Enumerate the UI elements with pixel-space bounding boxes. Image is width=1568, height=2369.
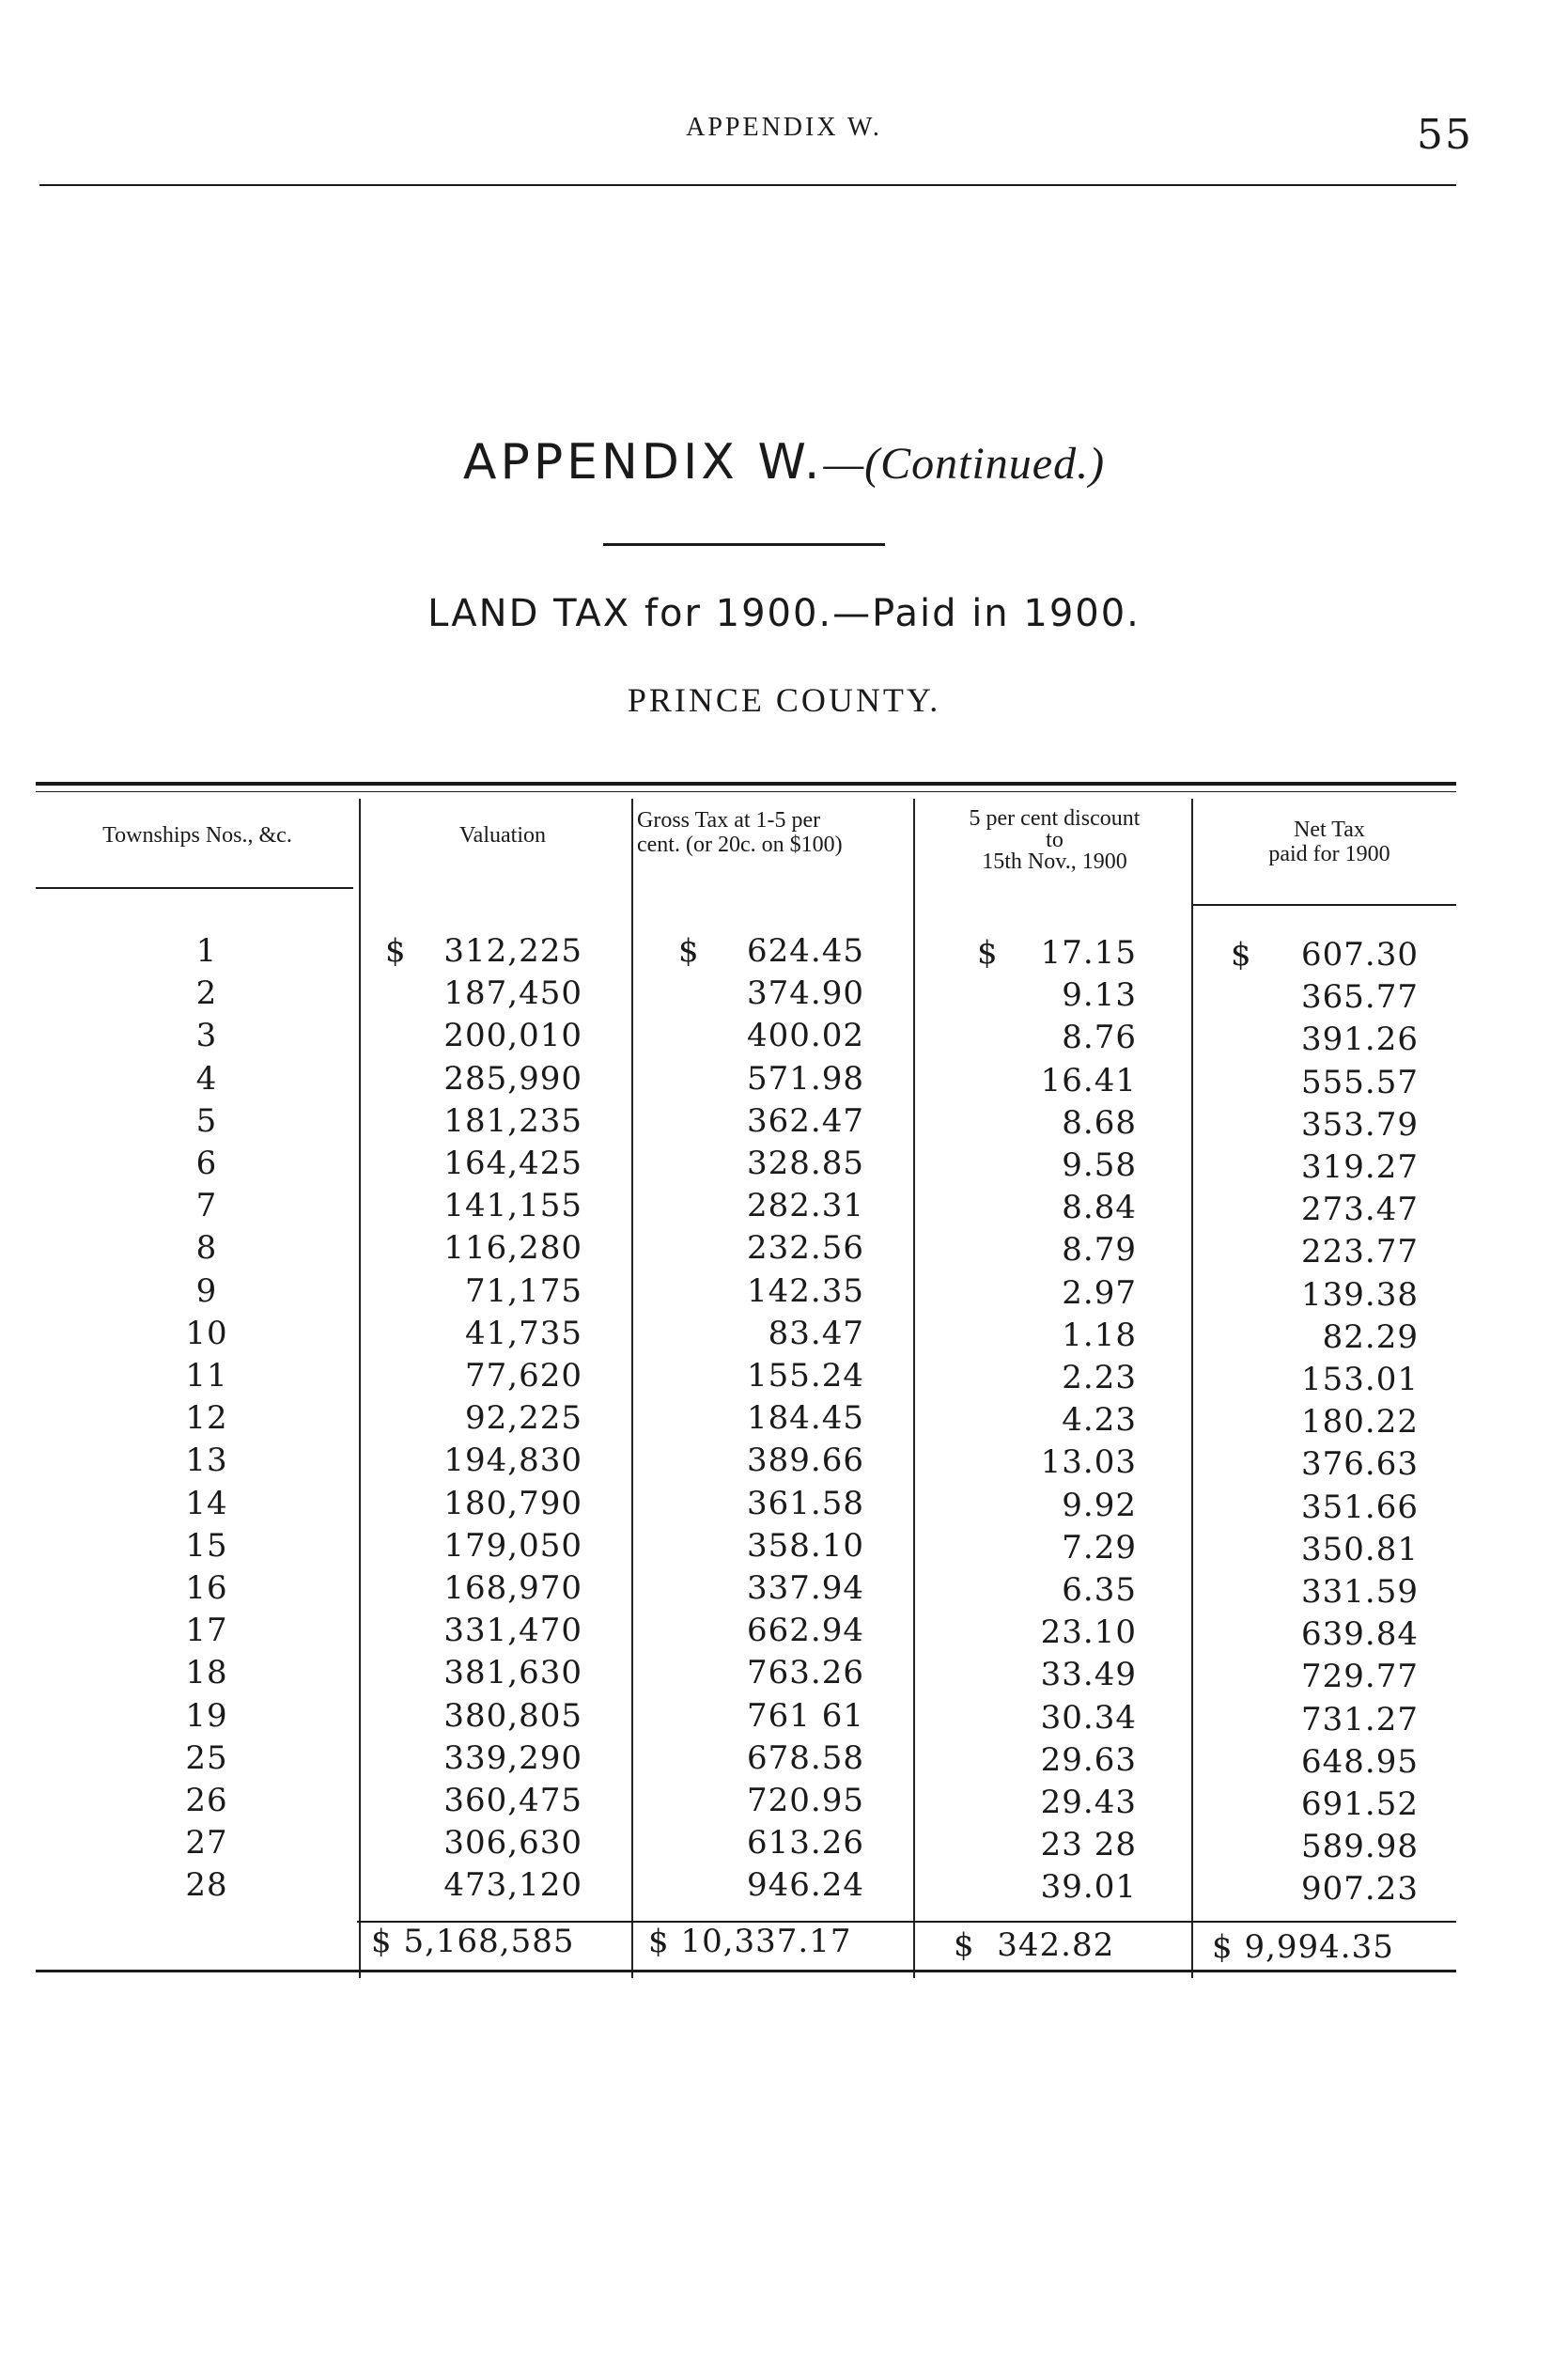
county-heading: PRINCE COUNTY. bbox=[627, 681, 941, 719]
discount-cell: 9.58 bbox=[1062, 1146, 1137, 1184]
table-top-rule bbox=[36, 782, 1456, 786]
township-number: 19 bbox=[185, 1697, 228, 1735]
gross-tax-cell: 624.45 bbox=[747, 932, 864, 970]
township-number: 16 bbox=[185, 1569, 228, 1607]
discount-cell: 23.10 bbox=[1040, 1613, 1137, 1651]
gross-tax-cell: 763.26 bbox=[747, 1654, 864, 1691]
township-number: 28 bbox=[185, 1866, 228, 1904]
net-tax-cell: 223.77 bbox=[1301, 1233, 1419, 1270]
gross-tax-cell: 720.95 bbox=[747, 1782, 864, 1819]
subtitle: LAND TAX for 1900.—Paid in 1900. bbox=[427, 592, 1141, 635]
header-gross bbox=[637, 808, 909, 857]
net-tax-cell: 691.52 bbox=[1301, 1785, 1419, 1823]
header-gross-line2: cent. (or 20c. on $100) bbox=[637, 833, 843, 857]
valuation-cell: 200,010 bbox=[443, 1017, 582, 1054]
gross-tax-cell: 232.56 bbox=[747, 1229, 864, 1267]
total-net: $ 9,994.35 bbox=[1212, 1928, 1394, 1966]
discount-cell: 16.41 bbox=[1040, 1062, 1137, 1099]
valuation-cell: 141,155 bbox=[443, 1187, 582, 1224]
total-discount: $ 342.82 bbox=[954, 1926, 1115, 1964]
column-divider bbox=[359, 799, 361, 1978]
valuation-cell: 116,280 bbox=[443, 1229, 582, 1267]
township-number: 4 bbox=[195, 1060, 218, 1098]
page-title bbox=[0, 434, 1568, 491]
table-bottom-rule bbox=[36, 1970, 1456, 1972]
header-bottom-rule bbox=[36, 887, 353, 889]
discount-cell: 23 28 bbox=[1040, 1826, 1137, 1863]
discount-cell: 6.35 bbox=[1062, 1571, 1137, 1609]
header-discount-line3: 15th Nov., 1900 bbox=[982, 849, 1127, 874]
township-number: 14 bbox=[185, 1485, 228, 1522]
valuation-cell: 181,235 bbox=[443, 1102, 582, 1140]
net-tax-cell: 555.57 bbox=[1301, 1064, 1419, 1101]
valuation-cell: 194,830 bbox=[443, 1442, 582, 1479]
gross-tax-cell: 361.58 bbox=[747, 1485, 864, 1522]
gross-tax-cell: 761 61 bbox=[747, 1697, 864, 1735]
header-bottom-rule-right bbox=[1191, 904, 1456, 906]
header-net-line1: Net Tax bbox=[1294, 818, 1365, 842]
net-tax-cell: 139.38 bbox=[1301, 1276, 1419, 1314]
valuation-cell: 380,805 bbox=[443, 1697, 582, 1735]
discount-cell: 8.68 bbox=[1062, 1104, 1137, 1142]
valuation-cell: 92,225 bbox=[465, 1399, 582, 1437]
table-top-rule-thin bbox=[36, 791, 1456, 792]
gross-tax-cell: 946.24 bbox=[747, 1866, 864, 1904]
discount-cell: 1.18 bbox=[1062, 1317, 1137, 1354]
township-number: 15 bbox=[185, 1527, 228, 1565]
gross-tax-cell: 282.31 bbox=[747, 1187, 864, 1224]
gross-tax-cell: 374.90 bbox=[747, 974, 864, 1012]
valuation-cell: 360,475 bbox=[443, 1782, 582, 1819]
gross-tax-cell: 142.35 bbox=[747, 1272, 864, 1310]
township-number: 17 bbox=[185, 1612, 228, 1649]
discount-cell: 8.79 bbox=[1062, 1231, 1137, 1269]
header-discount bbox=[916, 806, 1193, 874]
gross-tax-cell: 337.94 bbox=[747, 1569, 864, 1607]
net-currency: $ bbox=[1231, 936, 1252, 974]
discount-cell: 7.29 bbox=[1062, 1529, 1137, 1566]
net-tax-cell: 353.79 bbox=[1301, 1106, 1419, 1144]
gross-tax-cell: 155.24 bbox=[747, 1357, 864, 1395]
net-tax-cell: 273.47 bbox=[1301, 1191, 1419, 1228]
header-gross-line1: Gross Tax at 1-5 per bbox=[637, 808, 821, 833]
township-number: 5 bbox=[195, 1102, 218, 1140]
valuation-cell: 179,050 bbox=[443, 1527, 582, 1565]
township-number: 27 bbox=[185, 1824, 228, 1862]
valuation-cell: 285,990 bbox=[443, 1060, 582, 1098]
header-discount-line2: to bbox=[1046, 828, 1063, 852]
discount-cell: 13.03 bbox=[1040, 1443, 1137, 1481]
valuation-cell: 180,790 bbox=[443, 1485, 582, 1522]
valuation-cell: 339,290 bbox=[443, 1739, 582, 1777]
valuation-cell: 41,735 bbox=[465, 1315, 582, 1352]
township-number: 3 bbox=[195, 1017, 218, 1054]
township-number: 10 bbox=[185, 1315, 228, 1352]
header-valuation: Valuation bbox=[459, 823, 546, 848]
valuation-cell: 381,630 bbox=[443, 1654, 582, 1691]
valuation-cell: 71,175 bbox=[465, 1272, 582, 1310]
valuation-cell: 331,470 bbox=[443, 1612, 582, 1649]
township-number: 18 bbox=[185, 1654, 228, 1691]
net-tax-cell: 153.01 bbox=[1301, 1361, 1419, 1398]
net-tax-cell: 589.98 bbox=[1301, 1828, 1419, 1865]
net-tax-cell: 365.77 bbox=[1301, 978, 1419, 1016]
gross-tax-cell: 678.58 bbox=[747, 1739, 864, 1777]
header-net bbox=[1203, 818, 1456, 866]
discount-currency: $ bbox=[977, 934, 999, 972]
discount-cell: 29.63 bbox=[1040, 1741, 1137, 1779]
title-rule bbox=[603, 543, 885, 546]
valuation-cell: 312,225 bbox=[443, 932, 582, 970]
township-number: 26 bbox=[185, 1782, 228, 1819]
title-main: APPENDIX W. bbox=[462, 434, 824, 491]
township-number: 1 bbox=[195, 932, 218, 970]
discount-cell: 39.01 bbox=[1040, 1868, 1137, 1906]
title-continued: —(Continued.) bbox=[823, 439, 1106, 489]
gross-tax-cell: 184.45 bbox=[747, 1399, 864, 1437]
discount-cell: 8.84 bbox=[1062, 1189, 1137, 1226]
valuation-cell: 187,450 bbox=[443, 974, 582, 1012]
net-tax-cell: 907.23 bbox=[1301, 1870, 1419, 1908]
township-number: 6 bbox=[195, 1145, 218, 1182]
net-tax-cell: 731.27 bbox=[1301, 1701, 1419, 1738]
valuation-cell: 306,630 bbox=[443, 1824, 582, 1862]
valuation-cell: 473,120 bbox=[443, 1866, 582, 1904]
valuation-cell: 164,425 bbox=[443, 1145, 582, 1182]
gross-currency: $ bbox=[678, 932, 700, 970]
net-tax-cell: 376.63 bbox=[1301, 1445, 1419, 1483]
header-rule bbox=[39, 184, 1456, 186]
discount-cell: 2.23 bbox=[1062, 1359, 1137, 1396]
valuation-cell: 168,970 bbox=[443, 1569, 582, 1607]
running-head: APPENDIX W. bbox=[686, 113, 882, 142]
valuation-cell: 77,620 bbox=[465, 1357, 582, 1395]
gross-tax-cell: 83.47 bbox=[768, 1315, 864, 1352]
net-tax-cell: 331.59 bbox=[1301, 1573, 1419, 1611]
gross-tax-cell: 662.94 bbox=[747, 1612, 864, 1649]
valuation-currency: $ bbox=[385, 932, 407, 970]
township-number: 13 bbox=[185, 1442, 228, 1479]
header-net-line2: paid for 1900 bbox=[1268, 842, 1390, 866]
gross-tax-cell: 328.85 bbox=[747, 1145, 864, 1182]
discount-cell: 9.13 bbox=[1062, 976, 1137, 1014]
net-tax-cell: 729.77 bbox=[1301, 1658, 1419, 1695]
net-tax-cell: 319.27 bbox=[1301, 1148, 1419, 1186]
township-number: 8 bbox=[195, 1229, 218, 1267]
header-discount-line1: 5 per cent discount bbox=[969, 806, 1141, 831]
column-divider bbox=[631, 799, 633, 1978]
net-tax-cell: 639.84 bbox=[1301, 1615, 1419, 1653]
total-gross: $ 10,337.17 bbox=[648, 1923, 852, 1960]
total-valuation: $ 5,168,585 bbox=[371, 1923, 575, 1960]
gross-tax-cell: 362.47 bbox=[747, 1102, 864, 1140]
discount-cell: 8.76 bbox=[1062, 1019, 1137, 1056]
page-number: 55 bbox=[1417, 111, 1473, 159]
township-number: 11 bbox=[185, 1357, 228, 1395]
net-tax-cell: 82.29 bbox=[1322, 1318, 1419, 1356]
net-tax-cell: 648.95 bbox=[1301, 1743, 1419, 1781]
gross-tax-cell: 400.02 bbox=[747, 1017, 864, 1054]
header-townships: Townships Nos., &c. bbox=[102, 823, 292, 848]
gross-tax-cell: 571.98 bbox=[747, 1060, 864, 1098]
net-tax-cell: 351.66 bbox=[1301, 1488, 1419, 1526]
discount-cell: 9.92 bbox=[1062, 1487, 1137, 1524]
discount-cell: 29.43 bbox=[1040, 1784, 1137, 1821]
discount-cell: 33.49 bbox=[1040, 1656, 1137, 1693]
township-number: 7 bbox=[195, 1187, 218, 1224]
township-number: 12 bbox=[185, 1399, 228, 1437]
net-tax-cell: 391.26 bbox=[1301, 1021, 1419, 1058]
gross-tax-cell: 613.26 bbox=[747, 1824, 864, 1862]
net-tax-cell: 180.22 bbox=[1301, 1403, 1419, 1441]
column-divider bbox=[1191, 799, 1193, 1978]
discount-cell: 4.23 bbox=[1062, 1401, 1137, 1439]
township-number: 9 bbox=[195, 1272, 218, 1310]
township-number: 25 bbox=[185, 1739, 228, 1777]
discount-cell: 30.34 bbox=[1040, 1699, 1137, 1737]
gross-tax-cell: 389.66 bbox=[747, 1442, 864, 1479]
net-tax-cell: 607.30 bbox=[1301, 936, 1419, 974]
discount-cell: 17.15 bbox=[1040, 934, 1137, 972]
net-tax-cell: 350.81 bbox=[1301, 1531, 1419, 1568]
township-number: 2 bbox=[195, 974, 218, 1012]
column-divider bbox=[913, 799, 915, 1978]
gross-tax-cell: 358.10 bbox=[747, 1527, 864, 1565]
discount-cell: 2.97 bbox=[1062, 1274, 1137, 1312]
